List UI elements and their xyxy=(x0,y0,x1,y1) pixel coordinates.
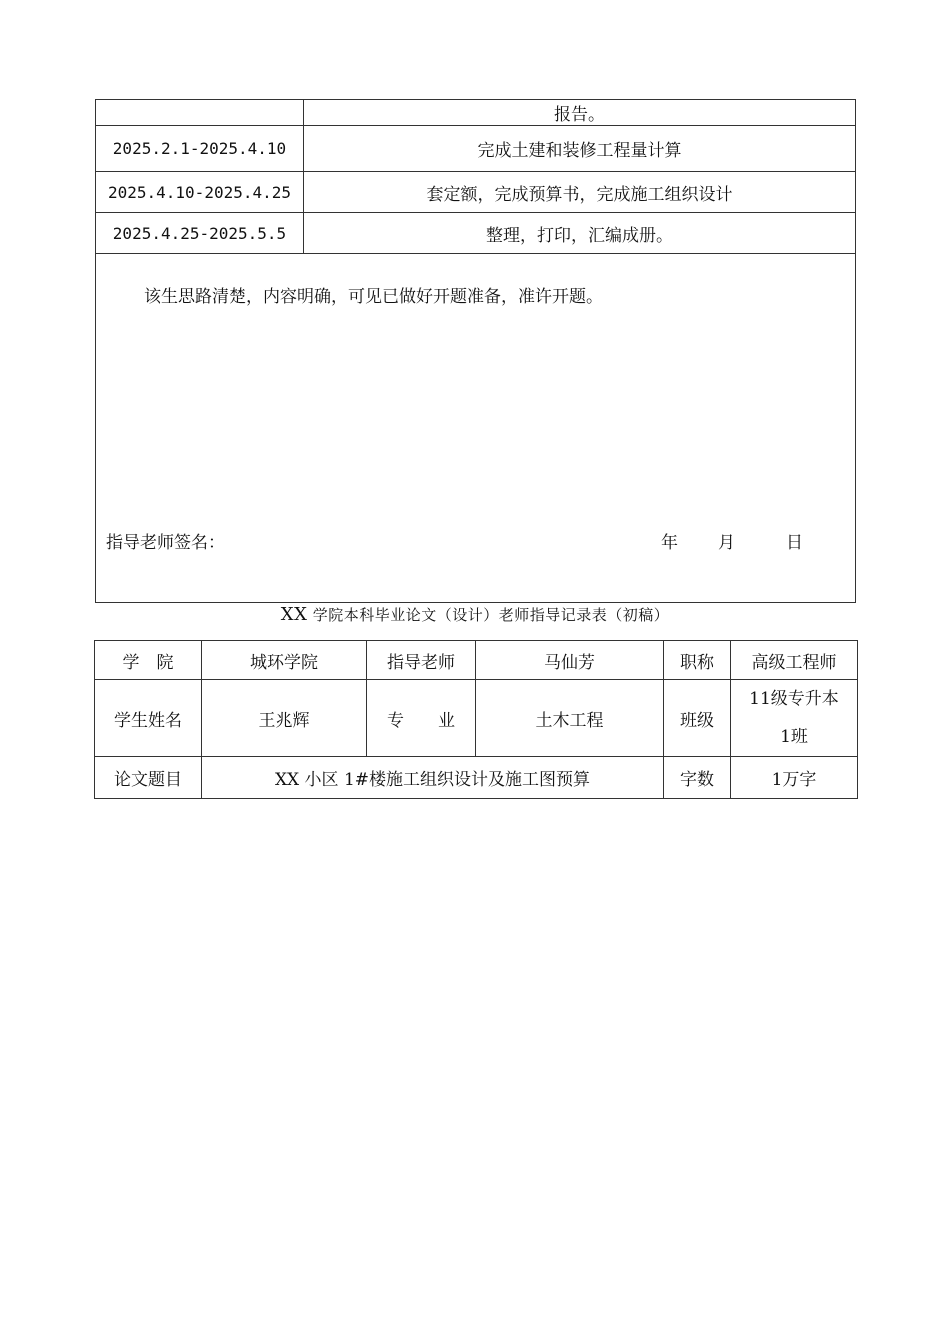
advisor-value: 马仙芳 xyxy=(476,641,664,680)
class-value-line1: 11级专升本 xyxy=(749,689,839,709)
major-label: 专 业 xyxy=(367,680,476,757)
college-label: 学 院 xyxy=(95,641,202,680)
period-cell: 2025.2.1-2025.4.10 xyxy=(96,126,304,172)
student-value: 王兆辉 xyxy=(202,680,367,757)
table-row xyxy=(96,126,856,172)
signature-label: 指导老师签名： xyxy=(106,533,225,553)
month-label: 月 xyxy=(718,533,735,553)
college-value: 城环学院 xyxy=(202,641,367,680)
table-row xyxy=(96,213,856,254)
task-cell: 报告。 xyxy=(304,100,856,126)
student-label: 学生姓名 xyxy=(95,680,202,757)
table-row xyxy=(95,680,858,757)
form-title xyxy=(0,604,950,625)
advisor-opinion-text: 该生思路清楚，内容明确，可见已做好开题准备，准许开题。 xyxy=(144,287,603,307)
table-row xyxy=(95,757,858,799)
opinion-row xyxy=(96,254,856,603)
table-row xyxy=(96,172,856,213)
period-cell: 2025.4.25-2025.5.5 xyxy=(96,213,304,254)
schedule-table xyxy=(95,99,856,603)
table-row xyxy=(96,100,856,126)
class-value-line2: 1班 xyxy=(780,727,808,747)
rank-label: 职称 xyxy=(664,641,731,680)
class-label: 班级 xyxy=(664,680,731,757)
thesis-value: XX 小区 1#楼施工组织设计及施工图预算 xyxy=(202,757,664,799)
task-cell: 完成土建和装修工程量计算 xyxy=(304,126,856,172)
table-row xyxy=(95,641,858,680)
class-value xyxy=(731,680,858,757)
advisor-label: 指导老师 xyxy=(367,641,476,680)
advisor-opinion-cell xyxy=(96,254,856,603)
task-cell: 套定额，完成预算书，完成施工组织设计 xyxy=(304,172,856,213)
words-value: 1万字 xyxy=(731,757,858,799)
words-label: 字数 xyxy=(664,757,731,799)
rank-value: 高级工程师 xyxy=(731,641,858,680)
form-title-prefix: XX xyxy=(280,604,308,625)
period-cell: 2025.4.10-2025.4.25 xyxy=(96,172,304,213)
period-cell xyxy=(96,100,304,126)
year-label: 年 xyxy=(661,533,678,553)
day-label: 日 xyxy=(786,533,803,553)
thesis-label: 论文题目 xyxy=(95,757,202,799)
major-value: 土木工程 xyxy=(476,680,664,757)
form-title-text: 学院本科毕业论文（设计）老师指导记录表（初稿） xyxy=(312,606,670,624)
guidance-record-table xyxy=(94,640,858,799)
task-cell: 整理，打印，汇编成册。 xyxy=(304,213,856,254)
